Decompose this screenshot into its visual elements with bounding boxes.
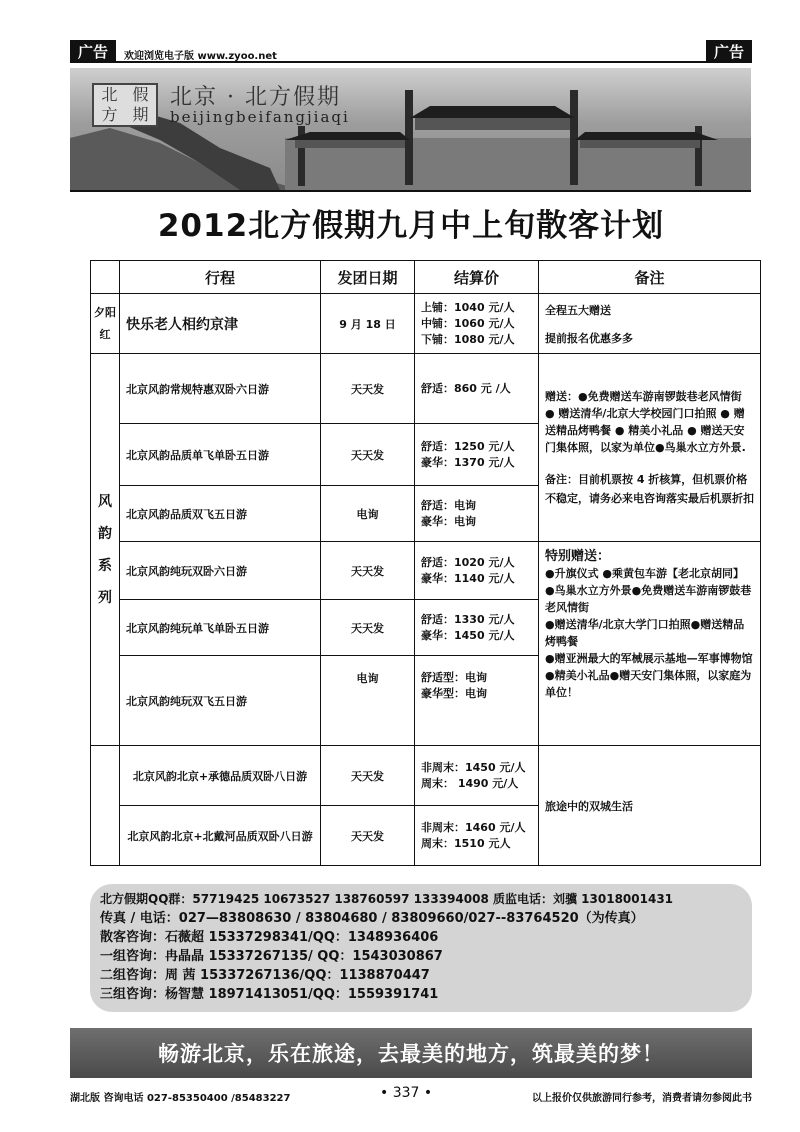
header-route: 行程 [120, 261, 321, 294]
price: 舒适：1330 元/人 豪华：1450 元/人 [415, 600, 539, 656]
date: 电询 [321, 656, 415, 746]
route: 北京风韵品质单飞单卧五日游 [120, 424, 321, 486]
price: 舒适：电询 豪华：电询 [415, 486, 539, 542]
date: 天天发 [321, 354, 415, 424]
price: 舒适型：电询 豪华型：电询 [415, 656, 539, 746]
date: 天天发 [321, 746, 415, 806]
welcome-text: 欢迎浏览电子版 www.zyoo.net [124, 51, 277, 62]
ad-label-left: 广告 [70, 40, 116, 62]
price: 非周末：1460 元/人 周末：1510 元人 [415, 806, 539, 866]
route: 北京风韵常规特惠双卧六日游 [120, 354, 321, 424]
price: 上铺：1040 元/人 中铺：1060 元/人 下铺：1080 元/人 [415, 294, 539, 354]
note: 全程五大赠送 提前报名优惠多多 [539, 294, 761, 354]
contact-line: 三组咨询：杨智慧 18971413051/QQ：1559391741 [100, 987, 439, 1002]
route: 北京风韵纯玩双卧六日游 [120, 542, 321, 600]
banner [70, 68, 751, 192]
brand-name: 北京 · 北方假期 [170, 85, 341, 110]
series-fengyun: 风韵系列 [91, 354, 120, 746]
header-rule [70, 61, 752, 63]
slogan-banner: 畅游北京，乐在旅途，去最美的地方，筑最美的梦！ [70, 1028, 752, 1078]
contact-line: 一组咨询：冉晶晶 15337267135/ QQ：1543030867 [100, 949, 443, 964]
date: 天天发 [321, 424, 415, 486]
table-header-row [91, 261, 761, 294]
header-date: 发团日期 [321, 261, 415, 294]
brand-pinyin: beijingbeifangjiaqi [170, 108, 350, 126]
contact-line: 北方假期QQ群：57719425 10673527 138760597 133394008 质监电话：刘骥 13018001431 [100, 892, 674, 906]
schedule-table [90, 260, 761, 866]
date: 天天发 [321, 806, 415, 866]
price: 舒适：860 元 /人 [415, 354, 539, 424]
note: 旅途中的双城生活 [539, 746, 761, 866]
price: 非周末：1450 元/人 周末： 1490 元/人 [415, 746, 539, 806]
footer-disclaimer: 以上报价仅供旅游同行参考，消费者请勿参阅此书 [532, 1093, 752, 1104]
table-row [91, 746, 761, 806]
route: 北京风韵纯玩单飞单卧五日游 [120, 600, 321, 656]
contact-line: 传真 / 电话：027—83808630 / 83804680 / 83809660/027--83764520（为传真） [100, 911, 644, 926]
date: 9 月 18 日 [321, 294, 415, 354]
header-note: 备注 [539, 261, 761, 294]
price: 舒适：1020 元/人 豪华：1140 元/人 [415, 542, 539, 600]
footer-contact: 湖北版 咨询电话 027-85350400 /85483227 [70, 1093, 291, 1104]
note: 赠送：●免费赠送车游南锣鼓巷老风情街 ● 赠送清华/北京大学校园门口拍照 ● 赠送精品烤鸭餐 ● 精美小礼品 ● 赠送天安门集体照，以家为单位●鸟巢水立方外景. 备注：目前机票按 4 折核算，但机票价格不稳定，请务必来电咨询落实最后机票折扣 [539, 354, 761, 542]
price: 舒适：1250 元/人 豪华：1370 元/人 [415, 424, 539, 486]
route: 快乐老人相约京津 [120, 294, 321, 354]
note: 特别赠送： ●升旗仪式 ●乘黄包车游【老北京胡同】 ●鸟巢水立方外景●免费赠送车游南锣鼓巷老风情街 ●赠送清华/北京大学门口拍照●赠送精品烤鸭餐 ●赠亚洲最大的军械展示基地—军事博物馆 ●精美小礼品●赠天安门集体照，以家庭为单位！ [539, 542, 761, 746]
series-xiyanghong: 夕阳红 [91, 294, 120, 354]
contact-line: 散客咨询：石薇超 15337298341/QQ：1348936406 [100, 930, 439, 945]
route: 北京风韵北京+北戴河品质双卧八日游 [120, 806, 321, 866]
header-price: 结算价 [415, 261, 539, 294]
table-row [91, 294, 761, 354]
page-title: 2012北方假期九月中上旬散客计划 [157, 208, 665, 244]
page-number: • 337 • [380, 1085, 433, 1101]
ad-label-right: 广告 [706, 40, 752, 62]
logo: 北 假 方 期 [92, 83, 158, 127]
date: 电询 [321, 486, 415, 542]
contact-line: 二组咨询：周 茜 15337267136/QQ：1138870447 [100, 968, 430, 983]
date: 天天发 [321, 542, 415, 600]
date: 天天发 [321, 600, 415, 656]
route: 北京风韵品质双飞五日游 [120, 486, 321, 542]
table-row [91, 354, 761, 424]
route: 北京风韵北京+承德品质双卧八日游 [120, 746, 321, 806]
route: 北京风韵纯玩双飞五日游 [120, 656, 321, 746]
table-row [91, 542, 761, 600]
contact-box [90, 884, 752, 1012]
